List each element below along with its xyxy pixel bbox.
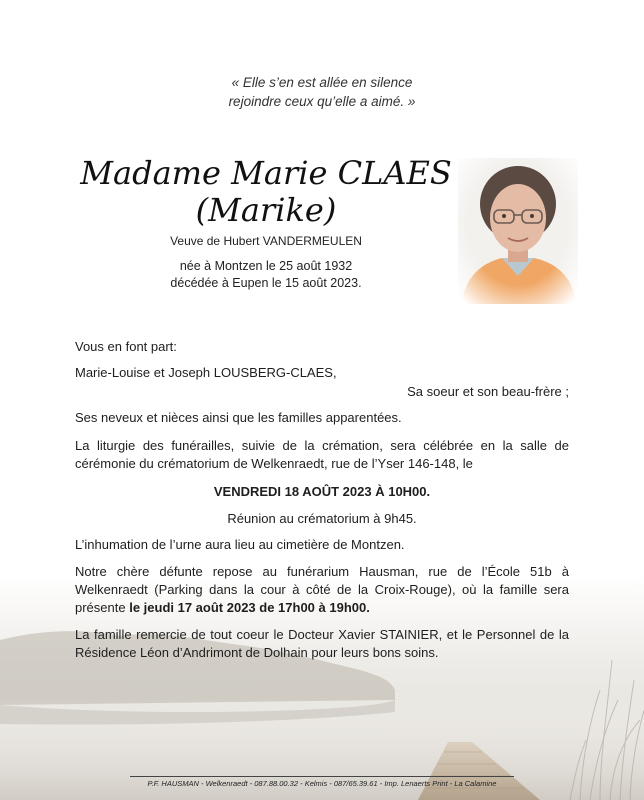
thanks-text: La famille remercie de tout coeur le Docteur Xavier STAINIER, et le Personnel de la Résidence Léon d’Andrimont de Dolhain pour leurs bons soins. (75, 627, 569, 660)
funeral-home-text (75, 563, 569, 617)
footer-divider (130, 776, 514, 777)
ceremony-date-time: VENDREDI 18 AOÛT 2023 À 10H00. (213, 484, 431, 499)
deceased-name: Madame Marie CLAES (80, 154, 452, 192)
quote-line-1: « Elle s’en est allée en silence (231, 75, 413, 90)
family-line-1: Marie-Louise et Joseph LOUSBERG-CLAES, (75, 365, 337, 380)
family-line-2: Ses neveux et nièces ainsi que les familles apparentées. (75, 410, 402, 425)
widow-of: Veuve de Hubert VANDERMEULEN (170, 234, 362, 248)
life-dates (60, 258, 472, 292)
funeral-home-details: Notre chère défunte repose au funérarium Hausman, rue de l’École 51b à Welkenraedt (Parking dans la cour à côté de la Croix-Rouge), où la famille sera présente (75, 564, 569, 615)
deceased-nickname: (Marike) (195, 191, 337, 229)
family-line-1-relation: Sa soeur et son beau-frère ; (407, 384, 569, 399)
death-line: décédée à Eupen le 15 août 2023. (170, 276, 362, 290)
urn-text: L’inhumation de l’urne aura lieu au cimetière de Montzen. (75, 537, 405, 552)
birth-line: née à Montzen le 25 août 1932 (179, 259, 353, 273)
epitaph-quote (0, 73, 644, 111)
quote-line-2: rejoindre ceux qu’elle a aimé. » (228, 94, 416, 109)
visitation-time: le jeudi 17 août 2023 de 17h00 à 19h00. (129, 600, 370, 615)
intro-text: Vous en font part: (75, 339, 177, 354)
liturgy-text: La liturgie des funérailles, suivie de la crémation, sera célébrée en la salle de cérémonie du crématorium de Welkenraedt, rue de l’Yser 146-148, le (75, 438, 569, 471)
portrait-photo (458, 158, 578, 304)
meeting-text: Réunion au crématorium à 9h45. (227, 511, 417, 526)
footer-credits: P.F. HAUSMAN - Welkenraedt - 087.88.00.32 - Kelmis - 087/65.39.61 - Imp. Lenaerts Print - La Calamine (147, 779, 497, 788)
